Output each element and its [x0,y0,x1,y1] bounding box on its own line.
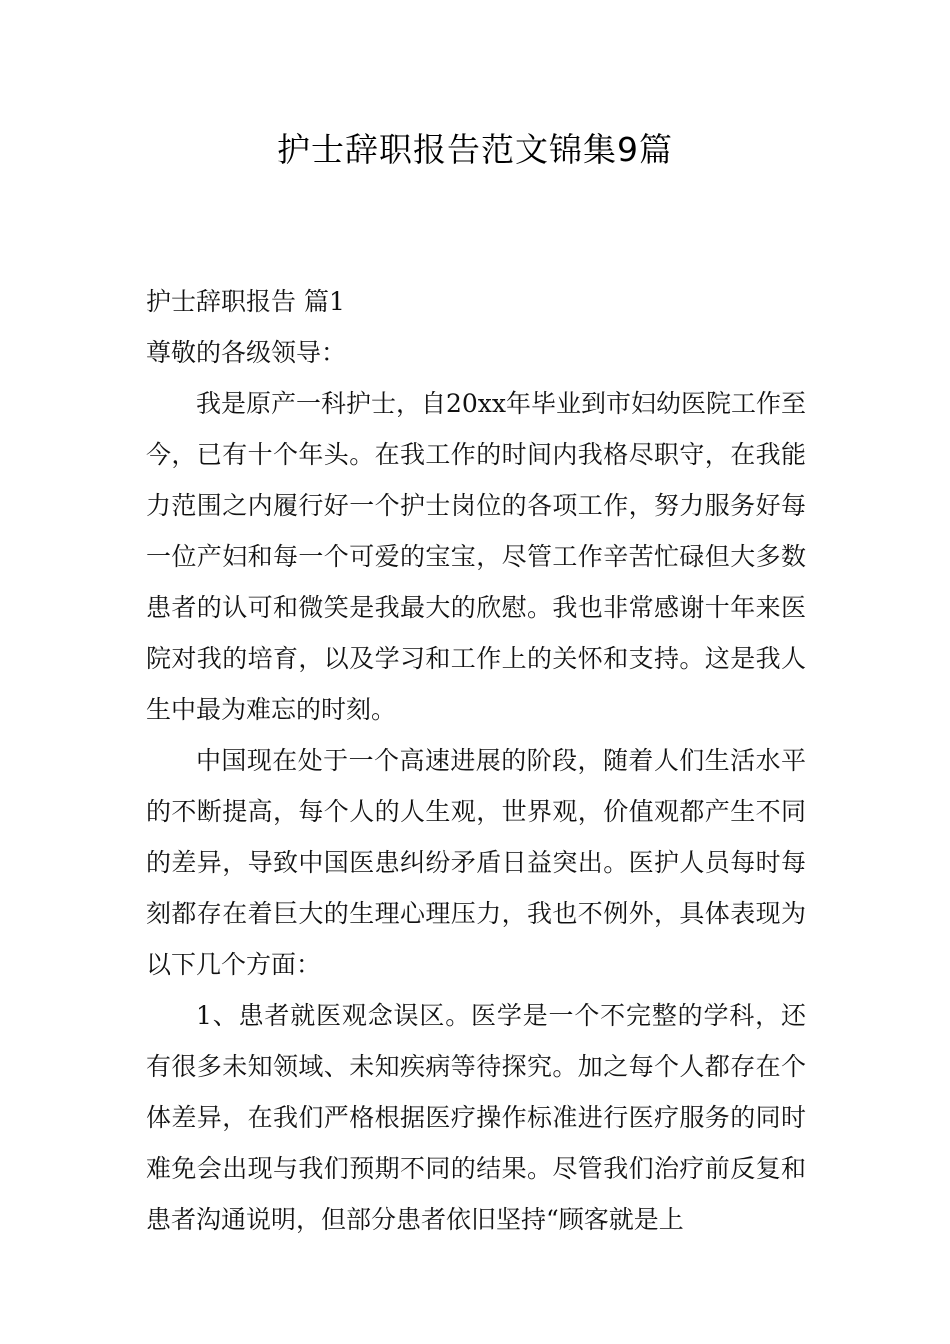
document-title: 护士辞职报告范文锦集9篇 [277,130,673,169]
paragraph-3: 1、患者就医观念误区。医学是一个不完整的学科，还有很多未知领域、未知疾病等待探究。加之每个人都存在个体差异，在我们严格根据医疗操作标准进行医疗服务的同时难免会出现与我们预期不同的结果。尽管我们治疗前反复和患者沟通说明，但部分患者依旧坚持“顾客就是上 [146,1001,806,1234]
section-heading: 护士辞职报告 篇1 [146,287,345,316]
paragraph-1: 我是原产一科护士，自20xx年毕业到市妇幼医院工作至今，已有十个年头。在我工作的时间内我格尽职守，在我能力范围之内履行好一个护士岗位的各项工作，努力服务好每一位产妇和每一个可爱的宝宝，尽管工作辛苦忙碌但大多数患者的认可和微笑是我最大的欣慰。我也非常感谢十年来医院对我的培育，以及学习和工作上的关怀和支持。这是我人生中最为难忘的时刻。 [146,389,807,724]
paragraph-2: 中国现在处于一个高速进展的阶段，随着人们生活水平的不断提高，每个人的人生观，世界观，价值观都产生不同的差异，导致中国医患纠纷矛盾日益突出。医护人员每时每刻都存在着巨大的生理心理压力，我也不例外，具体表现为以下几个方面： [146,746,806,979]
document-body [146,276,806,1245]
salutation: 尊敬的各级领导： [146,338,347,367]
